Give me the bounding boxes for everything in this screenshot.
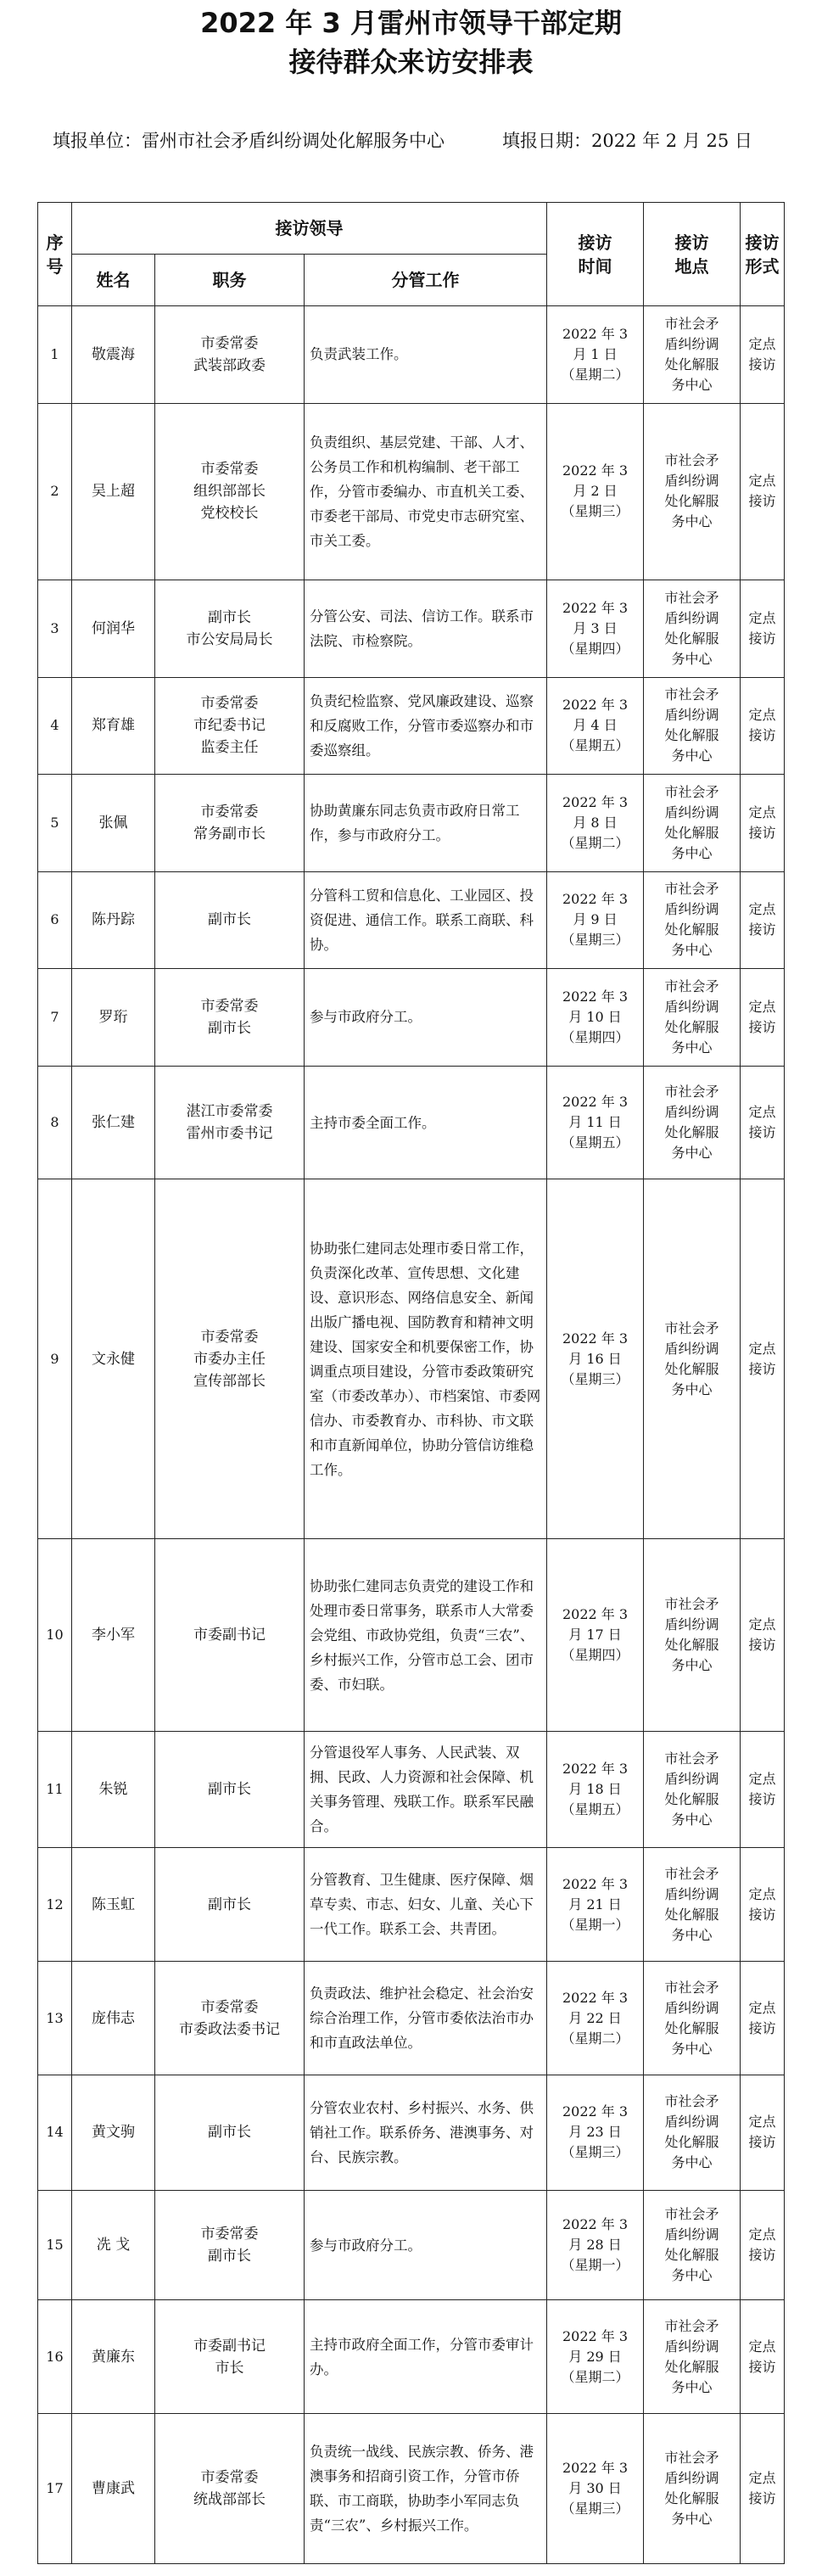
- leader-position: 市委常委 常务副市长: [155, 775, 305, 872]
- schedule-body: [38, 306, 785, 2564]
- leader-name: 黄廉东: [72, 2300, 155, 2414]
- duty-description: 负责统一战线、民族宗教、侨务、港澳事务和招商引资工作，分管市侨联、市工商联，协助李小军同志负责“三农”、乡村振兴工作。: [305, 2414, 547, 2564]
- reception-time: 2022 年 3 月 22 日 （星期二）: [547, 1962, 644, 2075]
- leader-position: 副市长: [155, 871, 305, 969]
- leader-name: 何润华: [72, 580, 155, 678]
- duty-description: 参与市政府分工。: [305, 2190, 547, 2299]
- reception-place: 市社会矛 盾纠纷调 处化解服 务中心: [644, 677, 741, 775]
- row-number: 8: [38, 1066, 72, 1179]
- leader-position: 市委常委 统战部部长: [155, 2414, 305, 2564]
- reception-place: 市社会矛 盾纠纷调 处化解服 务中心: [644, 1066, 741, 1179]
- reception-form: 定点 接访: [741, 2075, 785, 2190]
- reception-time: 2022 年 3 月 28 日 （星期一）: [547, 2190, 644, 2299]
- reception-time: 2022 年 3 月 18 日 （星期五）: [547, 1732, 644, 1848]
- reception-form: 定点 接访: [741, 2414, 785, 2564]
- document-title-line1: 2022 年 3 月雷州市领导干部定期: [200, 7, 622, 39]
- reception-place: 市社会矛 盾纠纷调 处化解服 务中心: [644, 775, 741, 872]
- reception-time: 2022 年 3 月 21 日 （星期一）: [547, 1848, 644, 1962]
- duty-description: 协助张仁建同志负责党的建设工作和处理市委日常事务，联系市人大常委会党组、市政协党组，负责“三农”、乡村振兴工作，分管市总工会、团市委、市妇联。: [305, 1539, 547, 1732]
- reception-form: 定点 接访: [741, 1066, 785, 1179]
- reception-form: 定点 接访: [741, 306, 785, 404]
- reception-time: 2022 年 3 月 17 日 （星期四）: [547, 1539, 644, 1732]
- reception-time: 2022 年 3 月 23 日 （星期三）: [547, 2075, 644, 2190]
- duty-description: 分管农业农村、乡村振兴、水务、供销社工作。联系侨务、港澳事务、对台、民族宗教。: [305, 2075, 547, 2190]
- reception-form: 定点 接访: [741, 2190, 785, 2299]
- reception-time: 2022 年 3 月 8 日 （星期二）: [547, 775, 644, 872]
- leader-name: 张佩: [72, 775, 155, 872]
- reception-time: 2022 年 3 月 9 日 （星期三）: [547, 871, 644, 969]
- leader-position: 副市长: [155, 2075, 305, 2190]
- leader-name: 张仁建: [72, 1066, 155, 1179]
- filing-date: 填报日期：2022 年 2 月 25 日: [502, 131, 752, 151]
- table-row: [38, 775, 785, 872]
- leader-position: 市委常委 副市长: [155, 969, 305, 1067]
- reception-form: 定点 接访: [741, 403, 785, 580]
- row-number: 4: [38, 677, 72, 775]
- duty-description: 协助黄廉东同志负责市政府日常工作，参与市政府分工。: [305, 775, 547, 872]
- header-time: 接访 时间: [547, 203, 644, 306]
- row-number: 15: [38, 2190, 72, 2299]
- table-row: [38, 2190, 785, 2299]
- row-number: 11: [38, 1732, 72, 1848]
- document-title-line2: 接待群众来访安排表: [288, 46, 534, 78]
- reception-form: 定点 接访: [741, 1539, 785, 1732]
- reception-place: 市社会矛 盾纠纷调 处化解服 务中心: [644, 2414, 741, 2564]
- leader-name: 朱锐: [72, 1732, 155, 1848]
- table-row: [38, 306, 785, 404]
- leader-position: 副市长: [155, 1732, 305, 1848]
- reception-time: 2022 年 3 月 16 日 （星期三）: [547, 1179, 644, 1539]
- table-row: [38, 580, 785, 678]
- reception-form: 定点 接访: [741, 1179, 785, 1539]
- table-row: [38, 2300, 785, 2414]
- row-number: 12: [38, 1848, 72, 1962]
- duty-description: 负责武装工作。: [305, 306, 547, 404]
- leader-position: 市委常委 市纪委书记 监委主任: [155, 677, 305, 775]
- leader-position: 副市长: [155, 1848, 305, 1962]
- duty-description: 分管科工贸和信息化、工业园区、投资促进、通信工作。联系工商联、科协。: [305, 871, 547, 969]
- duty-description: 参与市政府分工。: [305, 969, 547, 1067]
- leader-name: 文永健: [72, 1179, 155, 1539]
- table-row: [38, 2414, 785, 2564]
- row-number: 14: [38, 2075, 72, 2190]
- header-position: 职务: [155, 255, 305, 306]
- table-row: [38, 1539, 785, 1732]
- filing-unit: 填报单位：雷州市社会矛盾纠纷调处化解服务中心: [53, 131, 445, 151]
- row-number: 16: [38, 2300, 72, 2414]
- table-row: [38, 1848, 785, 1962]
- table-row: [38, 1066, 785, 1179]
- reception-form: 定点 接访: [741, 775, 785, 872]
- row-number: 10: [38, 1539, 72, 1732]
- reception-time: 2022 年 3 月 3 日 （星期四）: [547, 580, 644, 678]
- duty-description: 主持市政府全面工作，分管市委审计办。: [305, 2300, 547, 2414]
- duty-description: 分管教育、卫生健康、医疗保障、烟草专卖、市志、妇女、儿童、关心下一代工作。联系工会、共青团。: [305, 1848, 547, 1962]
- header-leader-group: 接访领导: [72, 203, 547, 255]
- row-number: 2: [38, 403, 72, 580]
- reception-form: 定点 接访: [741, 1848, 785, 1962]
- reception-schedule-table: [37, 202, 785, 2564]
- row-number: 5: [38, 775, 72, 872]
- reception-time: 2022 年 3 月 11 日 （星期五）: [547, 1066, 644, 1179]
- duty-description: 主持市委全面工作。: [305, 1066, 547, 1179]
- table-row: [38, 1962, 785, 2075]
- leader-name: 庞伟志: [72, 1962, 155, 2075]
- reception-time: 2022 年 3 月 4 日 （星期五）: [547, 677, 644, 775]
- table-row: [38, 871, 785, 969]
- row-number: 1: [38, 306, 72, 404]
- reception-place: 市社会矛 盾纠纷调 处化解服 务中心: [644, 871, 741, 969]
- header-duty: 分管工作: [305, 255, 547, 306]
- leader-name: 吴上超: [72, 403, 155, 580]
- reception-place: 市社会矛 盾纠纷调 处化解服 务中心: [644, 1962, 741, 2075]
- leader-position: 市委常委 市委办主任 宣传部部长: [155, 1179, 305, 1539]
- reception-place: 市社会矛 盾纠纷调 处化解服 务中心: [644, 580, 741, 678]
- reception-place: 市社会矛 盾纠纷调 处化解服 务中心: [644, 2075, 741, 2190]
- reception-place: 市社会矛 盾纠纷调 处化解服 务中心: [644, 969, 741, 1067]
- leader-name: 陈玉虹: [72, 1848, 155, 1962]
- leader-position: 市委副书记: [155, 1539, 305, 1732]
- reception-time: 2022 年 3 月 1 日 （星期二）: [547, 306, 644, 404]
- row-number: 7: [38, 969, 72, 1067]
- row-number: 3: [38, 580, 72, 678]
- reception-form: 定点 接访: [741, 871, 785, 969]
- reception-place: 市社会矛 盾纠纷调 处化解服 务中心: [644, 1539, 741, 1732]
- table-row: [38, 969, 785, 1067]
- table-row: [38, 403, 785, 580]
- leader-position: 市委常委 组织部部长 党校校长: [155, 403, 305, 580]
- leader-position: 副市长 市公安局局长: [155, 580, 305, 678]
- row-number: 6: [38, 871, 72, 969]
- leader-position: 市委常委 武装部政委: [155, 306, 305, 404]
- reception-place: 市社会矛 盾纠纷调 处化解服 务中心: [644, 2190, 741, 2299]
- reception-form: 定点 接访: [741, 969, 785, 1067]
- table-row: [38, 2075, 785, 2190]
- reception-time: 2022 年 3 月 2 日 （星期三）: [547, 403, 644, 580]
- reception-place: 市社会矛 盾纠纷调 处化解服 务中心: [644, 1179, 741, 1539]
- duty-description: 负责纪检监察、党风廉政建设、巡察和反腐败工作，分管市委巡察办和市委巡察组。: [305, 677, 547, 775]
- duty-description: 负责政法、维护社会稳定、社会治安综合治理工作，分管市委依法治市办和市直政法单位。: [305, 1962, 547, 2075]
- duty-description: 分管公安、司法、信访工作。联系市法院、市检察院。: [305, 580, 547, 678]
- leader-position: 市委常委 副市长: [155, 2190, 305, 2299]
- row-number: 13: [38, 1962, 72, 2075]
- leader-name: 李小军: [72, 1539, 155, 1732]
- reception-form: 定点 接访: [741, 677, 785, 775]
- reception-place: 市社会矛 盾纠纷调 处化解服 务中心: [644, 2300, 741, 2414]
- table-row: [38, 1732, 785, 1848]
- duty-description: 分管退役军人事务、人民武装、双拥、民政、人力资源和社会保障、机关事务管理、残联工作。联系军民融合。: [305, 1732, 547, 1848]
- leader-name: 黄文驹: [72, 2075, 155, 2190]
- leader-position: 市委副书记 市长: [155, 2300, 305, 2414]
- leader-position: 湛江市委常委 雷州市委书记: [155, 1066, 305, 1179]
- header-no: 序 号: [38, 203, 72, 306]
- leader-name: 郑育雄: [72, 677, 155, 775]
- header-place: 接访 地点: [644, 203, 741, 306]
- leader-name: 冼 戈: [72, 2190, 155, 2299]
- reception-form: 定点 接访: [741, 580, 785, 678]
- row-number: 17: [38, 2414, 72, 2564]
- reception-form: 定点 接访: [741, 1732, 785, 1848]
- leader-name: 曹康武: [72, 2414, 155, 2564]
- header-form: 接访 形式: [741, 203, 785, 306]
- leader-name: 罗珩: [72, 969, 155, 1067]
- header-name: 姓名: [72, 255, 155, 306]
- reception-place: 市社会矛 盾纠纷调 处化解服 务中心: [644, 1848, 741, 1962]
- reception-form: 定点 接访: [741, 1962, 785, 2075]
- row-number: 9: [38, 1179, 72, 1539]
- reception-form: 定点 接访: [741, 2300, 785, 2414]
- leader-position: 市委常委 市委政法委书记: [155, 1962, 305, 2075]
- table-row: [38, 1179, 785, 1539]
- reception-place: 市社会矛 盾纠纷调 处化解服 务中心: [644, 1732, 741, 1848]
- reception-place: 市社会矛 盾纠纷调 处化解服 务中心: [644, 403, 741, 580]
- duty-description: 负责组织、基层党建、干部、人才、公务员工作和机构编制、老干部工作，分管市委编办、市直机关工委、市委老干部局、市党史市志研究室、市关工委。: [305, 403, 547, 580]
- reception-place: 市社会矛 盾纠纷调 处化解服 务中心: [644, 306, 741, 404]
- table-row: [38, 677, 785, 775]
- reception-time: 2022 年 3 月 10 日 （星期四）: [547, 969, 644, 1067]
- reception-time: 2022 年 3 月 29 日 （星期二）: [547, 2300, 644, 2414]
- leader-name: 陈丹踪: [72, 871, 155, 969]
- reception-time: 2022 年 3 月 30 日 （星期三）: [547, 2414, 644, 2564]
- duty-description: 协助张仁建同志处理市委日常工作，负责深化改革、宣传思想、文化建设、意识形态、网络信息安全、新闻出版广播电视、国防教育和精神文明建设、国家安全和机要保密工作，协调重点项目建设，分管市委政策研究室（市委改革办）、市档案馆、市委网信办、市委教育办、市科协、市文联和市直新闻单位，协助分管信访维稳工作。: [305, 1179, 547, 1539]
- leader-name: 敬震海: [72, 306, 155, 404]
